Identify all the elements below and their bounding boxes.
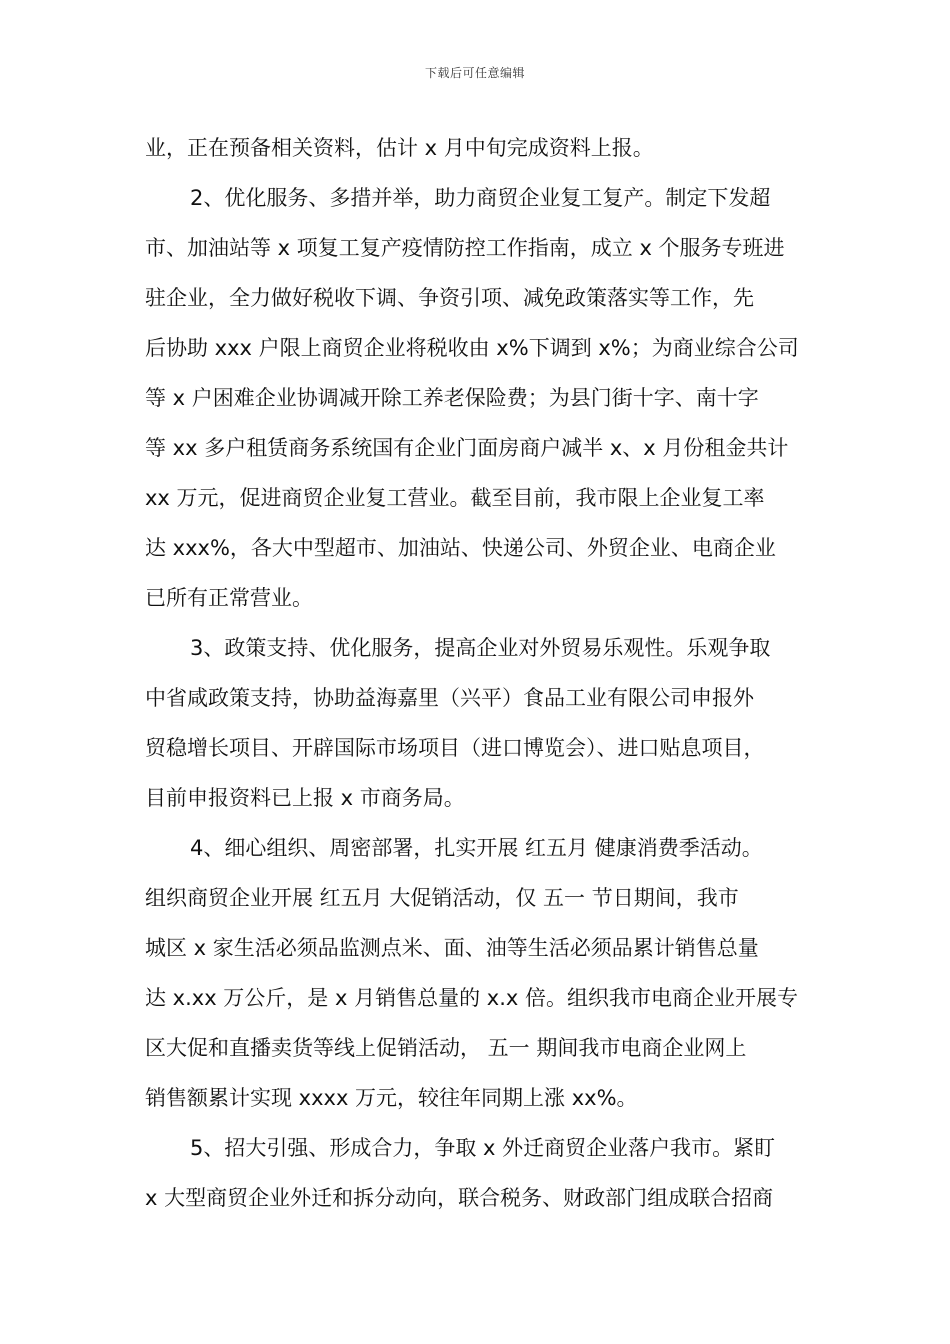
text-line: 后协助 xxx 户限上商贸企业将税收由 x%下调到 x%；为商业综合公司 (145, 336, 799, 360)
text-line: 城区 x 家生活必须品监测点米、面、油等生活必须品累计销售总量 (145, 936, 759, 960)
text-line: 驻企业，全力做好税收下调、争资引项、减免政策落实等工作，先 (145, 286, 754, 310)
text-line: 等 xx 多户租赁商务系统国有企业门面房商户减半 x、x 月份租金共计 (145, 436, 789, 460)
text-line: 业，正在预备相关资料，估计 x 月中旬完成资料上报。 (145, 136, 654, 160)
document-body (145, 123, 810, 1223)
text-line: 已所有正常营业。 (145, 586, 313, 610)
text-line: 市、加油站等 x 项复工复产疫情防控工作指南，成立 x 个服务专班进 (145, 236, 785, 260)
paragraph-heading-2: 2、优化服务、多措并举，助力商贸企业复工复产。制定下发超 (190, 186, 771, 210)
paragraph-heading-5: 5、招大引强、形成合力，争取 x 外迁商贸企业落户我市。紧盯 (190, 1136, 776, 1160)
text-line: 达 xxx%，各大中型超市、加油站、快递公司、外贸企业、电商企业 (145, 536, 776, 560)
text-line: 达 x.xx 万公斤，是 x 月销售总量的 x.x 倍。组织我市电商企业开展专 (145, 986, 798, 1010)
text-line: 目前申报资料已上报 x 市商务局。 (145, 786, 465, 810)
text-line: xx 万元，促进商贸企业复工营业。截至目前，我市限上企业复工率 (145, 486, 765, 510)
text-line: 销售额累计实现 xxxx 万元，较往年同期上涨 xx%。 (145, 1086, 638, 1110)
text-line: 区大促和直播卖货等线上促销活动， 五一 期间我市电商企业网上 (145, 1036, 747, 1060)
paragraph-heading-3: 3、政策支持、优化服务，提高企业对外贸易乐观性。乐观争取 (190, 636, 771, 660)
text-line: 贸稳增长项目、开辟国际市场项目（进口博览会）、进口贴息项目， (145, 736, 765, 760)
text-line: x 大型商贸企业外迁和拆分动向，联合税务、财政部门组成联合招商 (145, 1186, 774, 1210)
page-header: 下载后可任意编辑 (424, 66, 525, 80)
text-line: 中省咸政策支持，协助益海嘉里（兴平）食品工业有限公司申报外 (145, 686, 754, 710)
paragraph-heading-4: 4、细心组织、周密部署，扎实开展 红五月 健康消费季活动。 (190, 836, 763, 860)
text-line: 等 x 户困难企业协调减开除工养老保险费；为县门街十字、南十字 (145, 386, 759, 410)
text-line: 组织商贸企业开展 红五月 大促销活动，仅 五一 节日期间，我市 (145, 886, 739, 910)
